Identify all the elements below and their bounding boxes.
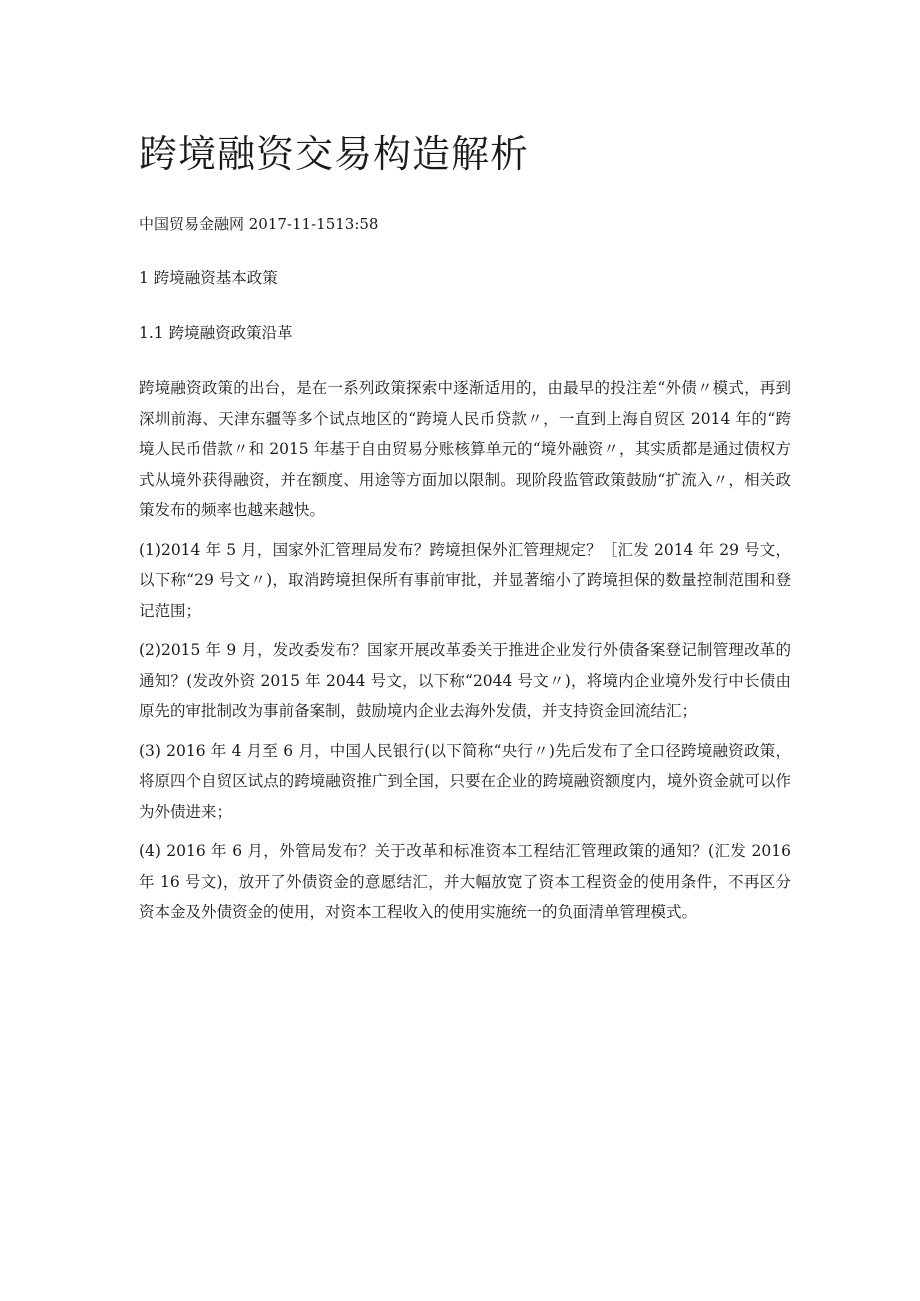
- article-title: 跨境融资交易构造解析: [139, 132, 530, 176]
- paragraph-item-1: (1)2014 年 5 月，国家外汇管理局发布？跨境担保外汇管理规定？［汇发 2014 年 29 号文，以下称“29 号文〃)，取消跨境担保所有事前审批，并显著缩小了跨境担保的数量控制范围和登记范围；: [139, 540, 791, 620]
- paragraph-item-4: (4) 2016 年 6 月，外管局发布？关于改革和标准资本工程结汇管理政策的通知？(汇发 2016 年 16 号文)，放开了外债资金的意愿结汇，并大幅放宽了资本工程资金的使用条件，不再区分资本金及外债资金的使用，对资本工程收入的使用实施统一的负面清单管理模式。: [139, 842, 791, 921]
- paragraph-item-2: (2)2015 年 9 月，发改委发布？国家开展改革委关于推进企业发行外债备案登记制管理改革的通知？(发改外资 2015 年 2044 号文，以下称“2044 号文〃)，将境内企业境外发行中长债由原先的审批制改为事前备案制，鼓励境内企业去海外发债，并支持资金回流结汇；: [139, 641, 791, 720]
- document-page: [139, 128, 791, 937]
- article-body: [139, 373, 791, 928]
- section-heading-1-1: 1.1 跨境融资政策沿革: [139, 324, 293, 342]
- paragraph-item-3: (3) 2016 年 4 月至 6 月，中国人民银行(以下简称“央行〃)先后发布了全口径跨境融资政策，将原四个自贸区试点的跨境融资推广到全国，只要在企业的跨境融资额度内，境外资金就可以作为外债进来；: [139, 741, 791, 821]
- paragraph-intro: 跨境融资政策的出台，是在一系列政策探索中逐渐适用的，由最早的投注差“外债〃模式，再到深圳前海、天津东疆等多个试点地区的“跨境人民币贷款〃，一直到上海自贸区 2014 年的“跨境人民币借款〃和 2015 年基于自由贸易分账核算单元的“境外融资〃，其实质都是通过债权方式从境外获得融资，并在额度、用途等方面加以限制。现阶段监管政策鼓励“扩流入〃，相关政策发布的频率也越来越快。: [139, 379, 791, 519]
- article-meta: 中国贸易金融网 2017-11-1513:58: [139, 215, 379, 233]
- section-heading-1: 1 跨境融资基本政策: [139, 269, 278, 287]
